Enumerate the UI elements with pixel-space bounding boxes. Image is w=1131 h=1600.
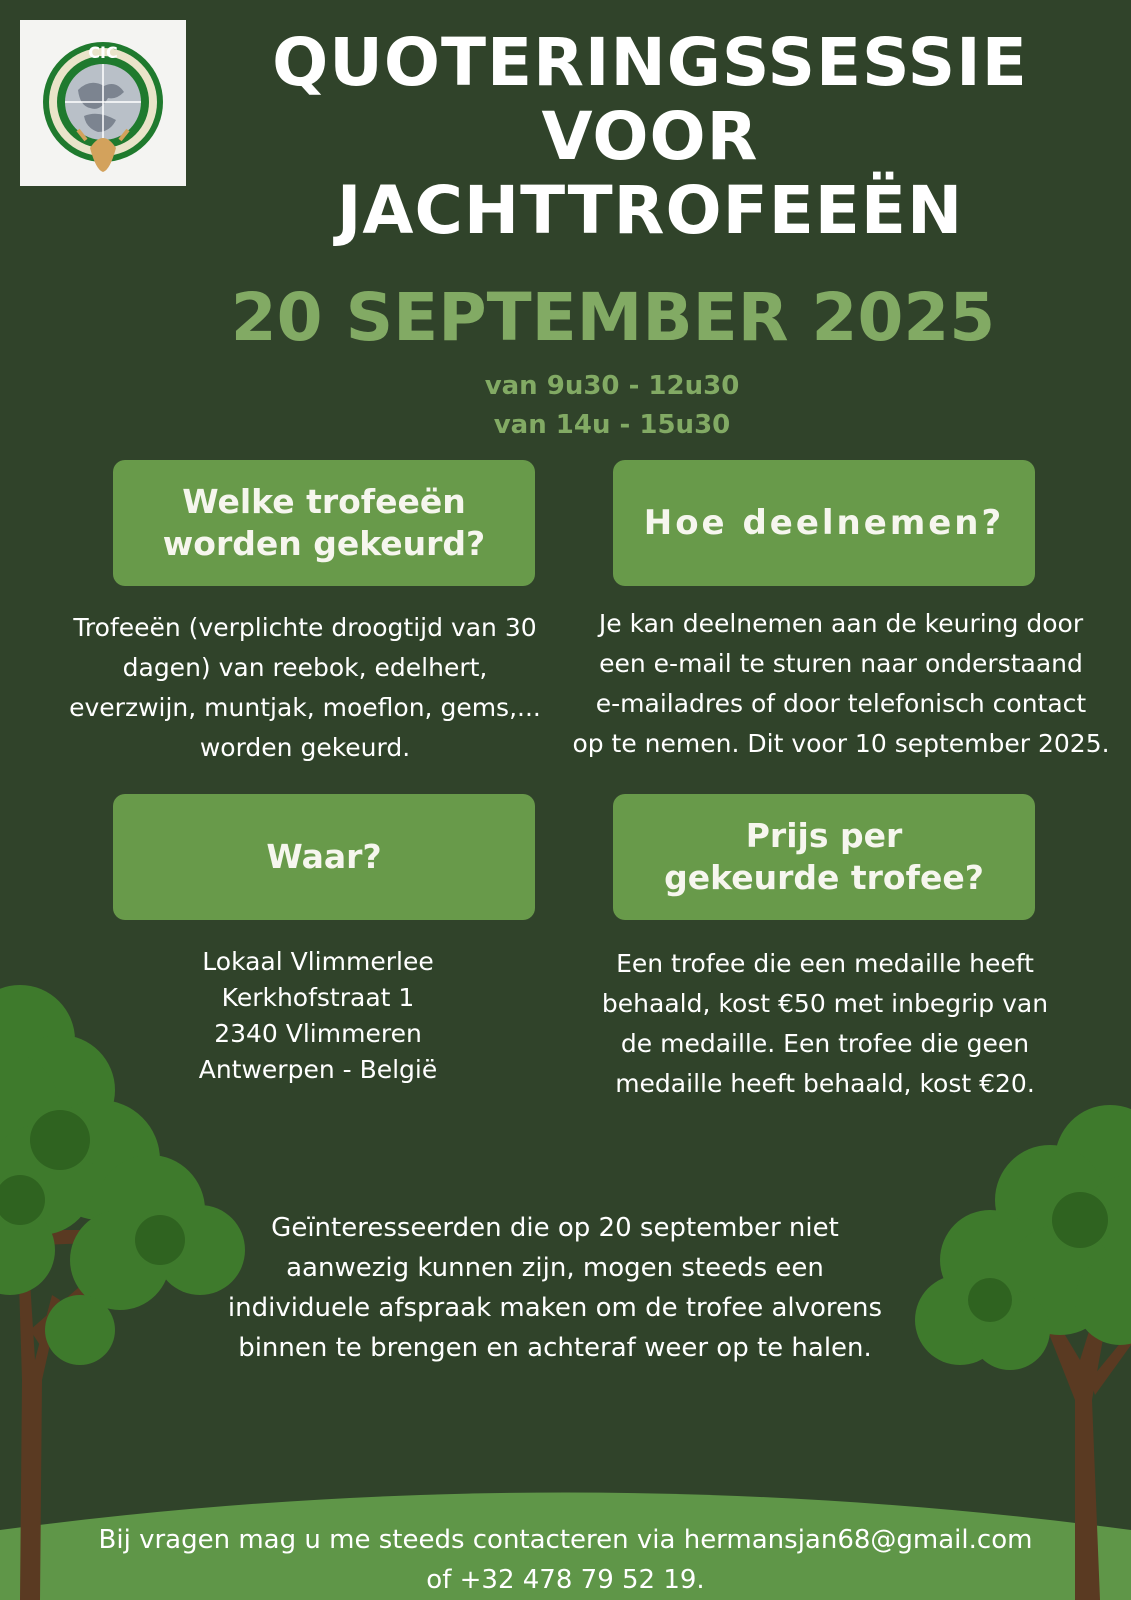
title-line-3: JACHTTROFEEËN bbox=[336, 172, 964, 249]
cic-logo bbox=[20, 20, 186, 186]
individual-appointment-note: Geïnteresseerden die op 20 september niet aanwezig kunnen zijn, mogen steeds een individuele afspraak maken om de trofee alvorens binnen te brengen en achteraf weer op te halen. bbox=[227, 1213, 883, 1363]
price-heading: Prijs per gekeurde trofee? bbox=[613, 794, 1035, 920]
which-trophies-heading: Welke trofeeën worden gekeurd? bbox=[113, 460, 535, 586]
location-address: Lokaal Vlimmerlee Kerkhofstraat 1 2340 Vlimmeren Antwerpen - België bbox=[198, 947, 438, 1084]
how-to-participate-heading: Hoe deelnemen? bbox=[613, 460, 1035, 586]
time-morning: van 9u30 - 12u30 bbox=[484, 371, 740, 401]
logo-text: CIC bbox=[88, 43, 118, 62]
event-date: 20 SEPTEMBER 2025 bbox=[230, 279, 996, 356]
title-line-2: VOOR bbox=[541, 98, 759, 175]
which-trophies-text: Trofeeën (verplichte droogtijd van 30 dagen) van reebok, edelhert, everzwijn, muntjak, moeflon, gems,... worden gekeurd. bbox=[69, 613, 541, 762]
price-text: Een trofee die een medaille heeft behaald, kost €50 met inbegrip van de medaille. Een trofee die geen medaille heeft behaald, kost €20. bbox=[601, 949, 1049, 1098]
where-heading: Waar? bbox=[113, 794, 535, 920]
contact-info: Bij vragen mag u me steeds contacteren via hermansjan68@gmail.com of +32 478 79 52 19. bbox=[98, 1525, 1033, 1595]
title-line-1: QUOTERINGSSESSIE bbox=[272, 24, 1028, 101]
time-afternoon: van 14u - 15u30 bbox=[493, 410, 731, 440]
page-title bbox=[200, 26, 1100, 248]
how-to-participate-text: Je kan deelnemen aan de keuring door een e-mail te sturen naar onderstaand e-mailadres of door telefonisch contact op te nemen. Dit voor 10 september 2025. bbox=[572, 609, 1110, 758]
